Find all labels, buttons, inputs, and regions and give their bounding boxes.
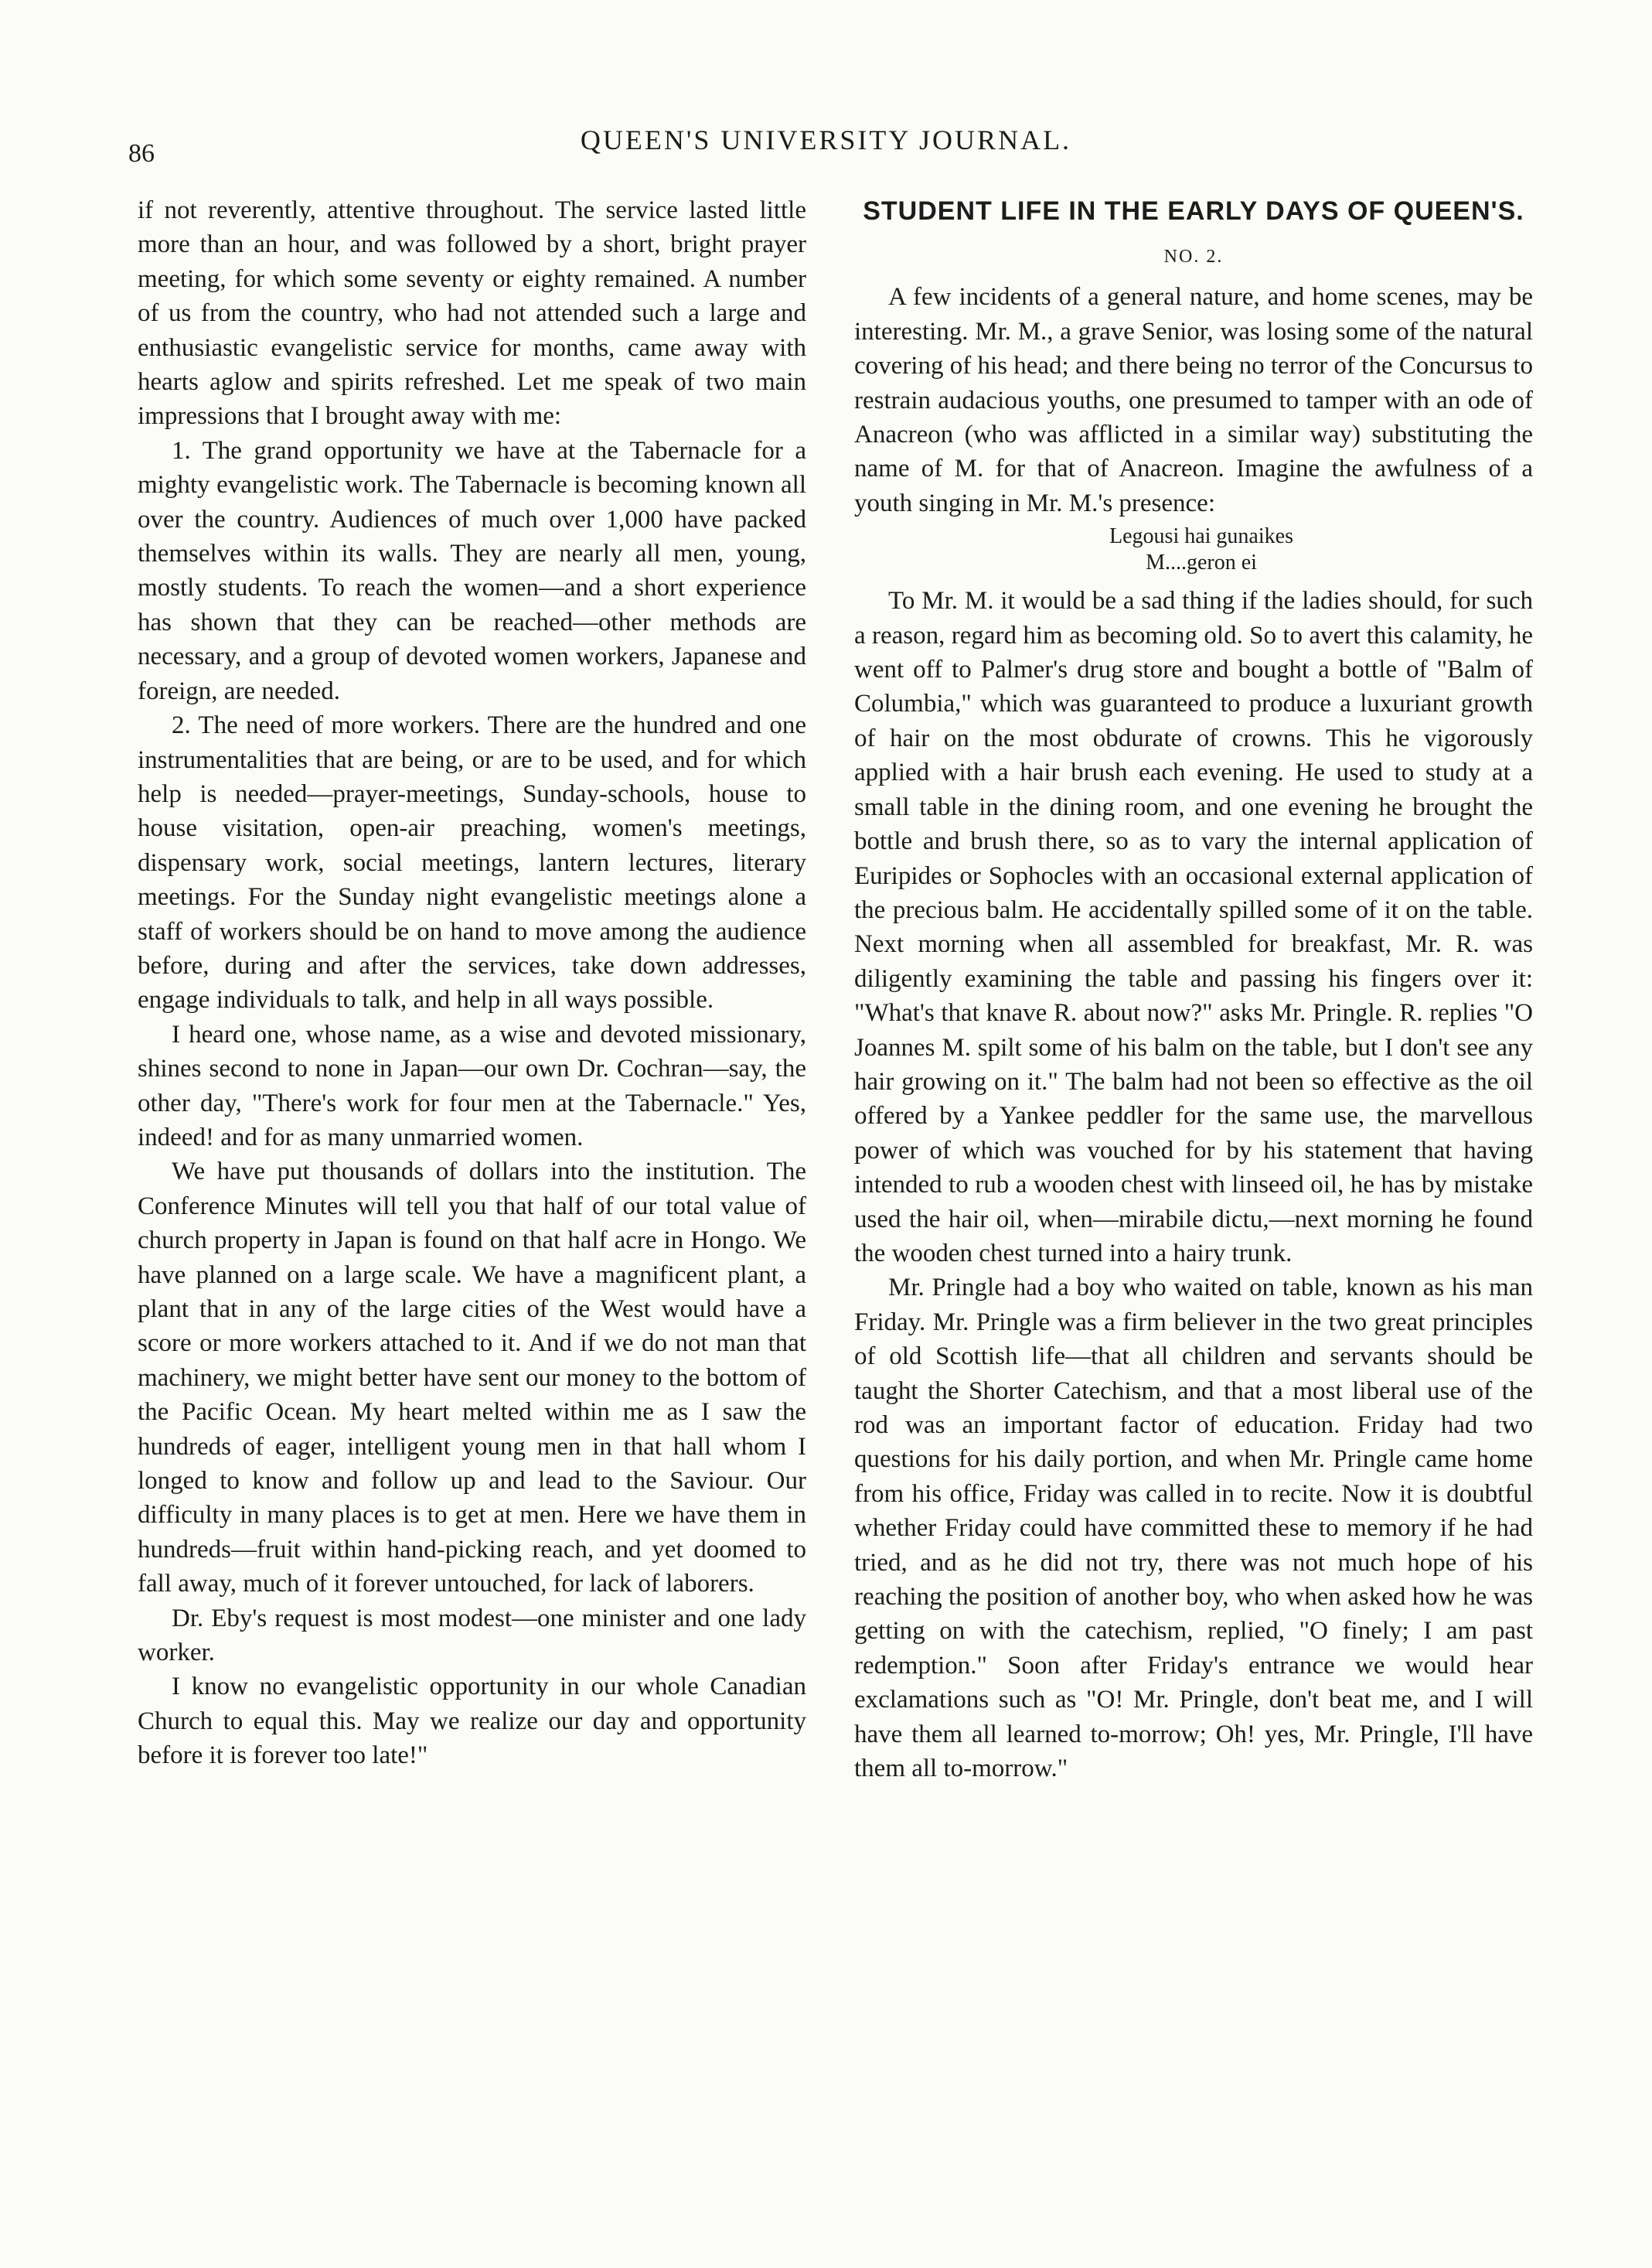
verse-quote <box>854 524 1533 576</box>
article-title: STUDENT LIFE IN THE EARLY DAYS OF QUEEN'S. <box>863 196 1524 226</box>
paragraph: 2. The need of more workers. There are the hundred and one instrumentalities that are being, or are to be used, and for which help is needed—prayer-meetings, Sunday-schools, house to house visitation, open-air preaching, women's meetings, dispensary work, social meetings, lantern lectures, literary meetings. For the Sunday night evangelistic meetings alone a staff of workers should be on hand to move among the audience before, during and after the services, take down addresses, engage individuals to talk, and help in all ways possible. <box>138 711 806 1015</box>
left-column <box>138 193 806 1773</box>
verse-line: Legousi hai gunaikes <box>1109 524 1293 549</box>
paragraph: 1. The grand opportunity we have at the Tabernacle for a mighty evangelistic work. The Tabernacle is becoming known all over the country. Audiences of much over 1,000 have packed themselves within its walls. They are nearly all men, young, mostly students. To reach the women—and a short experience has shown that they can be reached—other methods are necessary, and a group of devoted women workers, Japanese and foreign, are needed. <box>138 436 806 705</box>
page-number: 86 <box>128 139 155 168</box>
journal-title: QUEEN'S UNIVERSITY JOURNAL. <box>580 124 1072 155</box>
paragraph: if not reverently, attentive throughout. The service lasted little more than an hour, and was followed by a short, bright prayer meeting, for which some seventy or eighty remained. A number of us from the country, who had not attended such a large and enthusiastic evangelistic service for months, came away with hearts aglow and spirits refreshed. Let me speak of two main impressions that I brought away with me: <box>138 196 806 431</box>
right-column <box>854 193 1533 1785</box>
paragraph: I know no evangelistic opportunity in our whole Canadian Church to equal this. May we realize our day and opportunity before it is forever too late!" <box>138 1673 806 1770</box>
paragraph: To Mr. M. it would be a sad thing if the ladies should, for such a reason, regard him as becoming old. So to avert this calamity, he went off to Palmer's drug store and bought a bottle of "Balm of Columbia," which was guaranteed to produce a luxuriant growth of hair on the most obdurate of crowns. This he vigorously applied with a hair brush each evening. He used to study at a small table in the dining room, and one evening he brought the bottle and brush there, so as to vary the internal application of Euripides or Sophocles with an occasional external application of the precious balm. He accidentally spilled some of it on the table. Next morning when all assembled for breakfast, Mr. R. was diligently examining the table and passing his fingers over it: "What's that knave R. about now?" asks Mr. Pringle. R. replies "O Joannes M. spilt some of his balm on the table, but I don't see any hair growing on it." The balm had not been so effective as the oil offered by a Yankee peddler for the same use, the marvellous power of which was vouched for by his statement that having intended to rub a wooden chest with linseed oil, he has by mistake used the hair oil, when—mirabile dictu,—next morning he found the wooden chest turned into a hairy trunk. <box>854 587 1533 1267</box>
paragraph: Dr. Eby's request is most modest—one minister and one lady worker. <box>138 1604 806 1667</box>
paragraph: I heard one, whose name, as a wise and devoted missionary, shines second to none in Japan—our own Dr. Cochran—say, the other day, "There's work for four men at the Tabernacle." Yes, indeed! and for as many unmarried women. <box>138 1020 806 1151</box>
article-number: NO. 2. <box>1163 247 1224 267</box>
paragraph: A few incidents of a general nature, and home scenes, may be interesting. Mr. M., a grave Senior, was losing some of the natural covering of his head; and there being no terror of the Concursus to restrain audacious youths, one presumed to tamper with an ode of Anacreon (who was afflicted in a similar way) substituting the name of M. for that of Anacreon. Imagine the awfulness of a youth singing in Mr. M.'s presence: <box>854 283 1533 517</box>
paragraph: Mr. Pringle had a boy who waited on table, known as his man Friday. Mr. Pringle was a firm believer in the two great principles of old Scottish life—that all children and servants should be taught the Shorter Catechism, and that a most liberal use of the rod was an important factor of education. Friday had two questions for his daily portion, and when Mr. Pringle came home from his office, Friday was called in to recite. Now it is doubtful whether Friday could have committed these to memory if he had tried, and as he did not try, there was not much hope of his reaching the position of another boy, who when asked how he was getting on with the catechism, replied, "O finely; I am past redemption." Soon after Friday's entrance we would hear exclamations such as "O! Mr. Pringle, don't beat me, and I will have them all learned to-morrow; Oh! yes, Mr. Pringle, I'll have them all to-morrow." <box>854 1274 1533 1783</box>
paragraph: We have put thousands of dollars into the institution. The Conference Minutes will tell you that half of our total value of church property in Japan is found on that half acre in Hongo. We have planned on a large scale. We have a magnificent plant, a plant that in any of the large cities of the West would have a score or more workers attached to it. And if we do not man that machinery, we might better have sent our money to the bottom of the Pacific Ocean. My heart melted within me as I saw the hundreds of eager, intelligent young men in that hall whom I longed to know and follow up and lead to the Saviour. Our difficulty in many places is to get at men. Here we have them in hundreds—fruit within hand-picking reach, and yet doomed to fall away, much of it forever untouched, for lack of laborers. <box>138 1158 806 1598</box>
verse-line: M....geron ei <box>1146 551 1257 575</box>
